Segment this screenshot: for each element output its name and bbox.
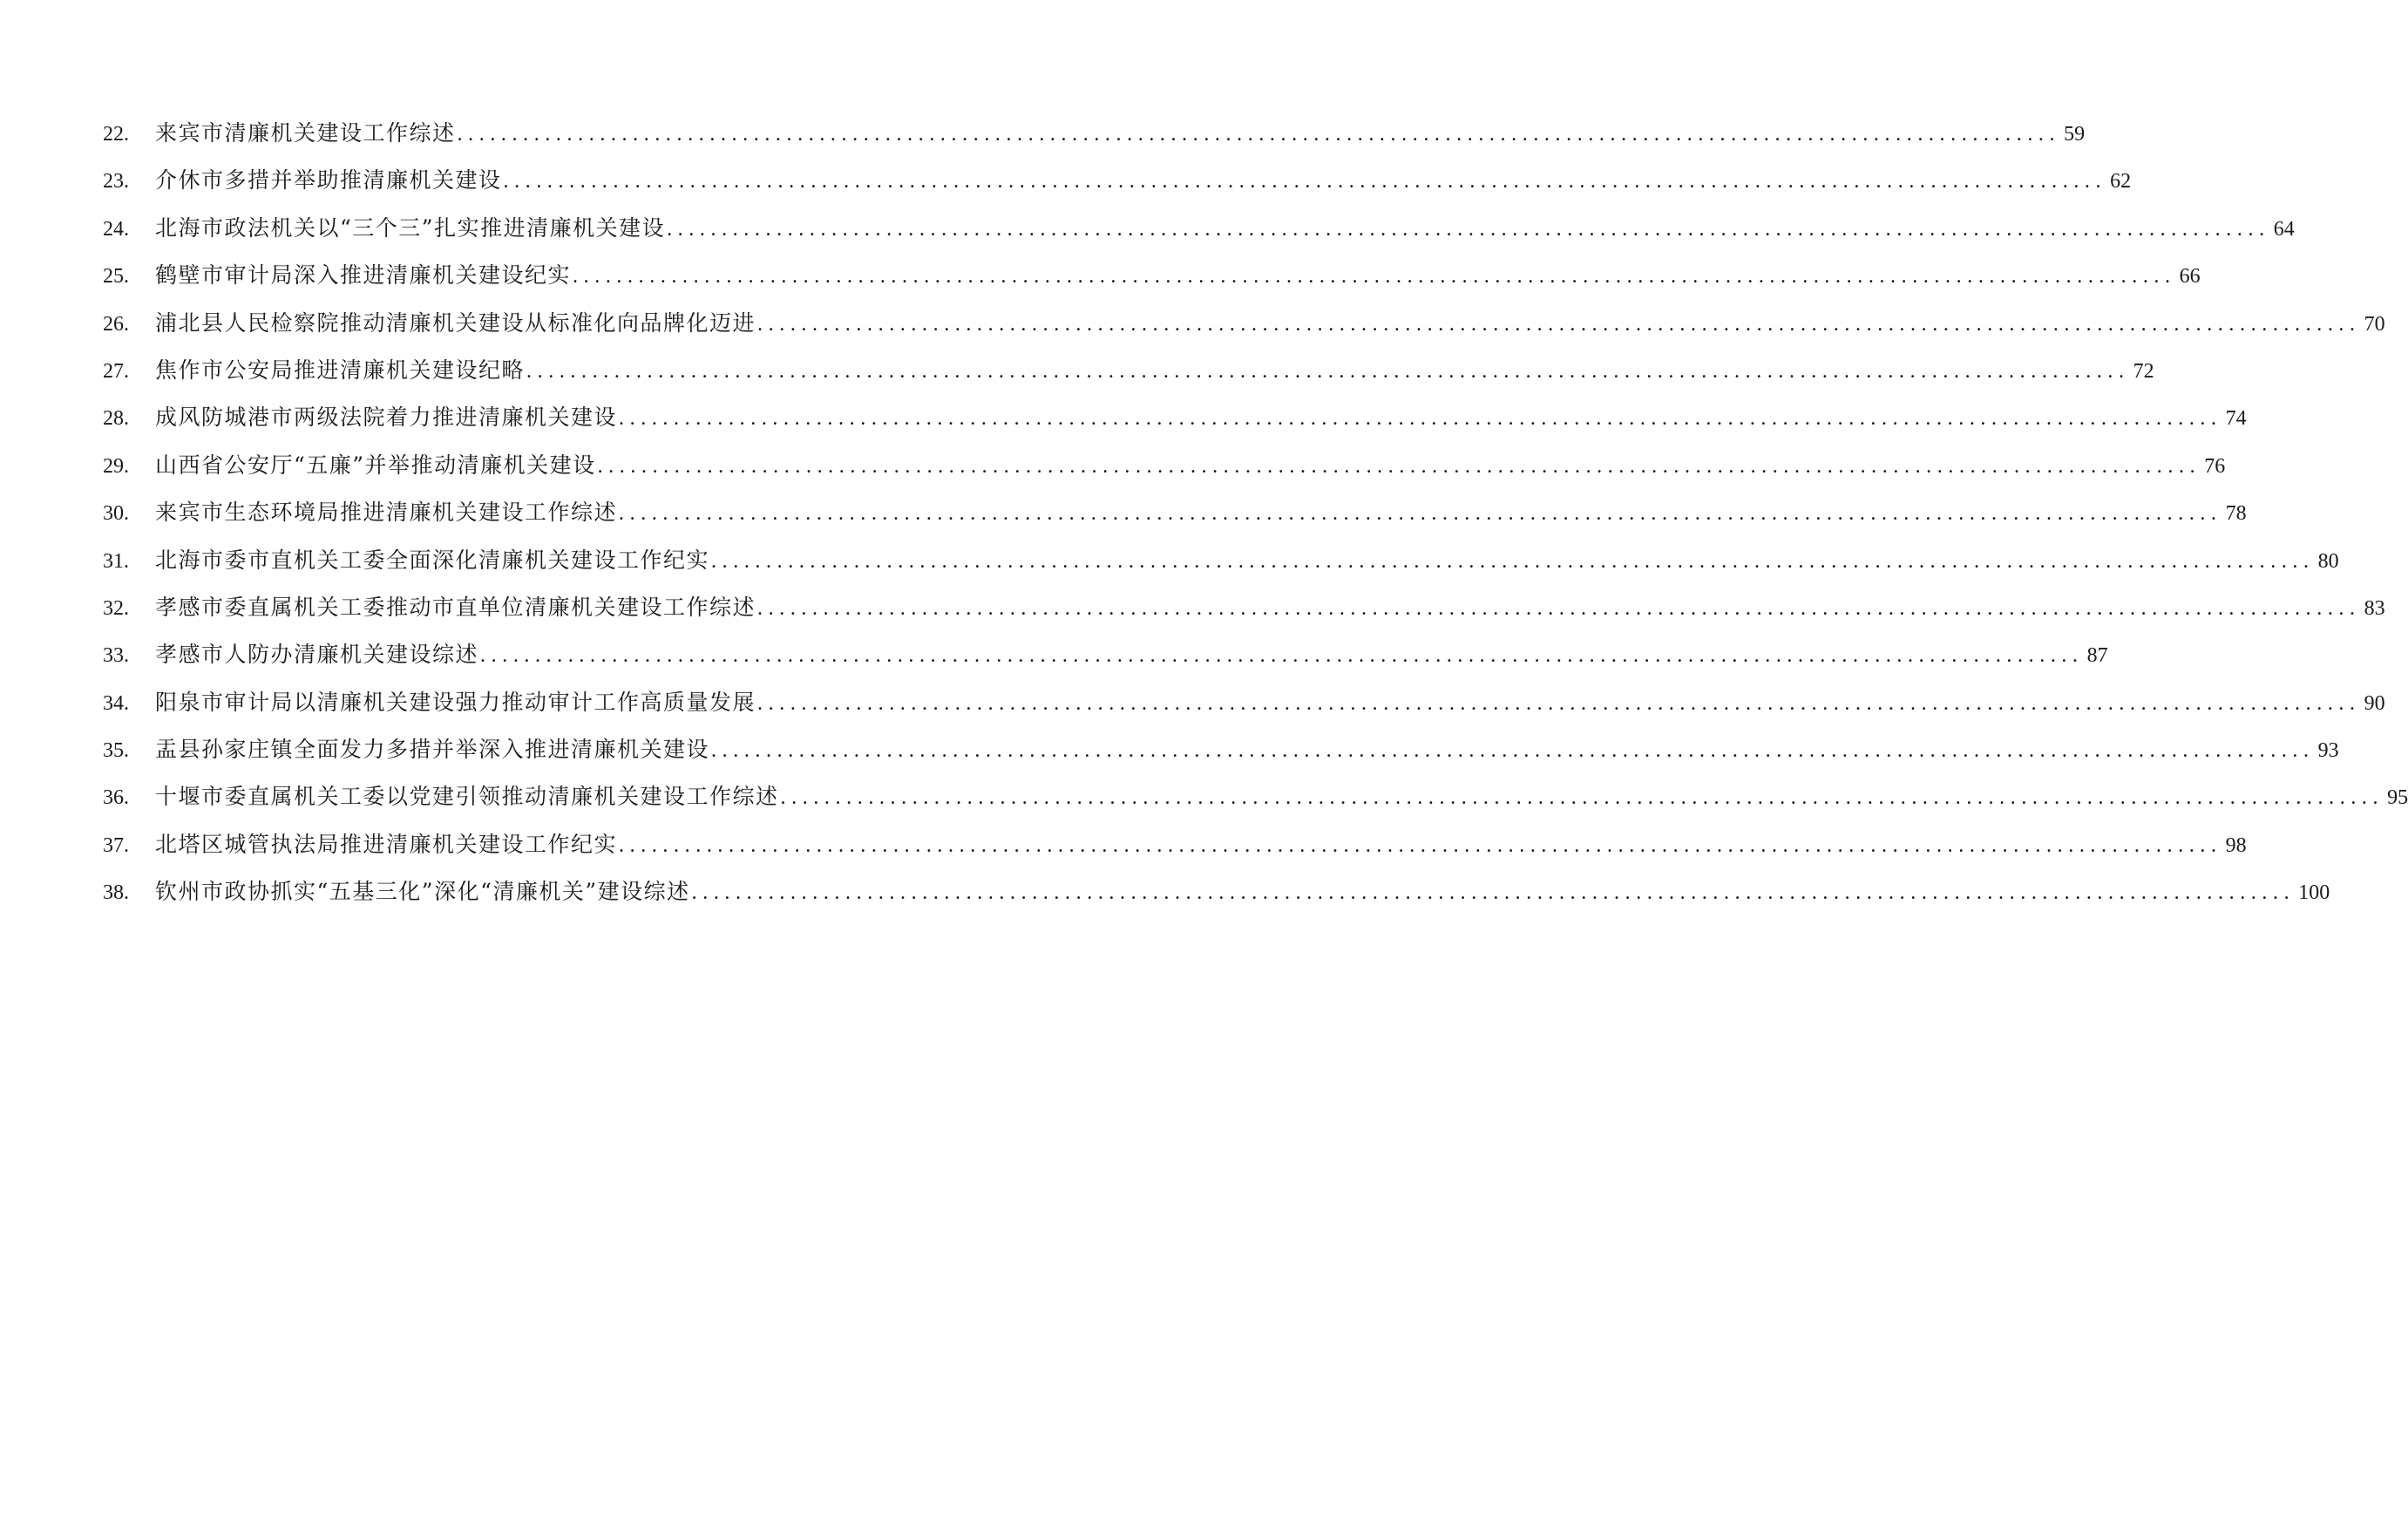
toc-entry-page: 100 xyxy=(2298,881,2330,905)
toc-dot-leader: .................................................................................................................................................. xyxy=(619,407,2222,431)
toc-entry-page: 95 xyxy=(2387,786,2408,810)
toc-entry-number: 34. xyxy=(103,691,129,715)
toc-entry xyxy=(103,347,2154,394)
toc-entry-number: 22. xyxy=(103,123,129,146)
toc-entry-page: 80 xyxy=(2317,549,2339,573)
toc-entry-page: 90 xyxy=(2364,691,2385,715)
toc-entry-page: 87 xyxy=(2086,644,2108,668)
toc-entry-title: 浦北县人民检察院推动清廉机关建设从标准化向品牌化迈进 xyxy=(155,309,756,336)
toc-entry-title: 焦作市公安局推进清廉机关建设纪略 xyxy=(155,357,526,383)
toc-dot-leader: .................................................................................................................................................. xyxy=(691,881,2296,905)
toc-dot-leader: .................................................................................................................................................. xyxy=(780,786,2384,810)
toc-entry-number: 37. xyxy=(103,833,129,857)
toc-entry xyxy=(103,157,2132,204)
toc-dot-leader: .................................................................................................................................................. xyxy=(619,833,2222,857)
toc-entry-number: 32. xyxy=(103,596,129,620)
toc-entry-title: 钦州市政协抓实“五基三化”深化“清廉机关”建设综述 xyxy=(155,879,690,905)
toc-dot-leader: .................................................................................................................................................. xyxy=(526,359,2130,383)
toc-entry-number: 36. xyxy=(103,786,129,810)
toc-entry-number: 27. xyxy=(103,359,129,383)
toc-entry xyxy=(103,726,2339,773)
table-of-contents xyxy=(103,110,2408,916)
toc-entry-number: 25. xyxy=(103,265,129,289)
toc-entry-title: 鹤壁市审计局深入推进清廉机关建设纪实 xyxy=(155,262,572,289)
toc-entry-page: 74 xyxy=(2225,407,2247,431)
toc-entry-title: 北塔区城管执法局推进清廉机关建设工作纪实 xyxy=(155,831,618,857)
toc-entry-number: 23. xyxy=(103,170,129,194)
toc-dot-leader: .................................................................................................................................................. xyxy=(757,312,2361,336)
toc-dot-leader: .................................................................................................................................................. xyxy=(573,265,2176,289)
toc-entry-title: 成风防城港市两级法院着力推进清廉机关建设 xyxy=(155,405,618,431)
toc-entry-title: 山西省公安厅“五廉”并举推动清廉机关建设 xyxy=(155,452,596,478)
toc-entry-title: 北海市政法机关以“三个三”扎实推进清廉机关建设 xyxy=(155,214,666,241)
toc-entry-page: 66 xyxy=(2179,265,2201,289)
toc-entry-title: 北海市委市直机关工委全面深化清廉机关建设工作纪实 xyxy=(155,547,710,573)
toc-entry-number: 30. xyxy=(103,502,129,526)
toc-dot-leader: .................................................................................................................................................. xyxy=(667,217,2270,241)
toc-entry xyxy=(103,300,2385,347)
toc-entry xyxy=(103,110,2086,157)
toc-entry-number: 28. xyxy=(103,407,129,431)
toc-entry xyxy=(103,584,2385,631)
toc-entry-number: 33. xyxy=(103,644,129,668)
toc-entry xyxy=(103,773,2408,820)
toc-dot-leader: .................................................................................................................................................. xyxy=(619,502,2222,526)
toc-entry-title: 来宾市生态环境局推进清廉机关建设工作综述 xyxy=(155,500,618,526)
toc-entry xyxy=(103,252,2201,299)
toc-dot-leader: .................................................................................................................................................. xyxy=(457,123,2061,146)
toc-entry-title: 孝感市人防办清廉机关建设综述 xyxy=(155,642,479,668)
toc-entry-page: 64 xyxy=(2273,217,2295,241)
toc-dot-leader: .................................................................................................................................................. xyxy=(757,596,2361,620)
toc-entry-page: 72 xyxy=(2133,359,2154,383)
toc-entry-number: 26. xyxy=(103,312,129,336)
toc-entry-number: 31. xyxy=(103,549,129,573)
toc-entry xyxy=(103,205,2295,252)
toc-entry-number: 38. xyxy=(103,881,129,905)
toc-dot-leader: .................................................................................................................................................. xyxy=(757,691,2361,715)
toc-entry-title: 十堰市委直属机关工委以党建引领推动清廉机关建设工作综述 xyxy=(155,784,779,810)
toc-entry xyxy=(103,868,2330,915)
toc-entry-page: 98 xyxy=(2225,833,2247,857)
toc-entry-title: 来宾市清廉机关建设工作综述 xyxy=(155,120,456,146)
toc-entry xyxy=(103,442,2226,489)
toc-entry-page: 78 xyxy=(2225,502,2247,526)
toc-entry-number: 35. xyxy=(103,739,129,763)
toc-entry-page: 70 xyxy=(2364,312,2385,336)
toc-entry-page: 59 xyxy=(2064,123,2086,146)
toc-entry-page: 76 xyxy=(2204,454,2226,478)
toc-entry xyxy=(103,631,2108,678)
toc-entry-number: 24. xyxy=(103,217,129,241)
toc-entry-title: 介休市多措并举助推清廉机关建设 xyxy=(155,167,502,194)
toc-dot-leader: .................................................................................................................................................. xyxy=(597,454,2201,478)
toc-entry xyxy=(103,489,2247,536)
toc-dot-leader: .................................................................................................................................................. xyxy=(480,644,2084,668)
toc-entry xyxy=(103,394,2247,441)
toc-dot-leader: .................................................................................................................................................. xyxy=(711,549,2315,573)
toc-entry-page: 93 xyxy=(2317,739,2339,763)
toc-dot-leader: .................................................................................................................................................. xyxy=(503,170,2107,194)
toc-entry-title: 盂县孙家庄镇全面发力多措并举深入推进清廉机关建设 xyxy=(155,737,710,763)
toc-entry-page: 83 xyxy=(2364,596,2385,620)
toc-entry-page: 62 xyxy=(2110,170,2132,194)
toc-entry-number: 29. xyxy=(103,454,129,478)
toc-entry xyxy=(103,679,2385,726)
toc-entry-title: 阳泉市审计局以清廉机关建设强力推动审计工作高质量发展 xyxy=(155,689,756,715)
toc-dot-leader: .................................................................................................................................................. xyxy=(711,739,2315,763)
toc-entry-title: 孝感市委直属机关工委推动市直单位清廉机关建设工作综述 xyxy=(155,594,756,620)
toc-entry xyxy=(103,821,2247,868)
toc-entry xyxy=(103,537,2339,584)
